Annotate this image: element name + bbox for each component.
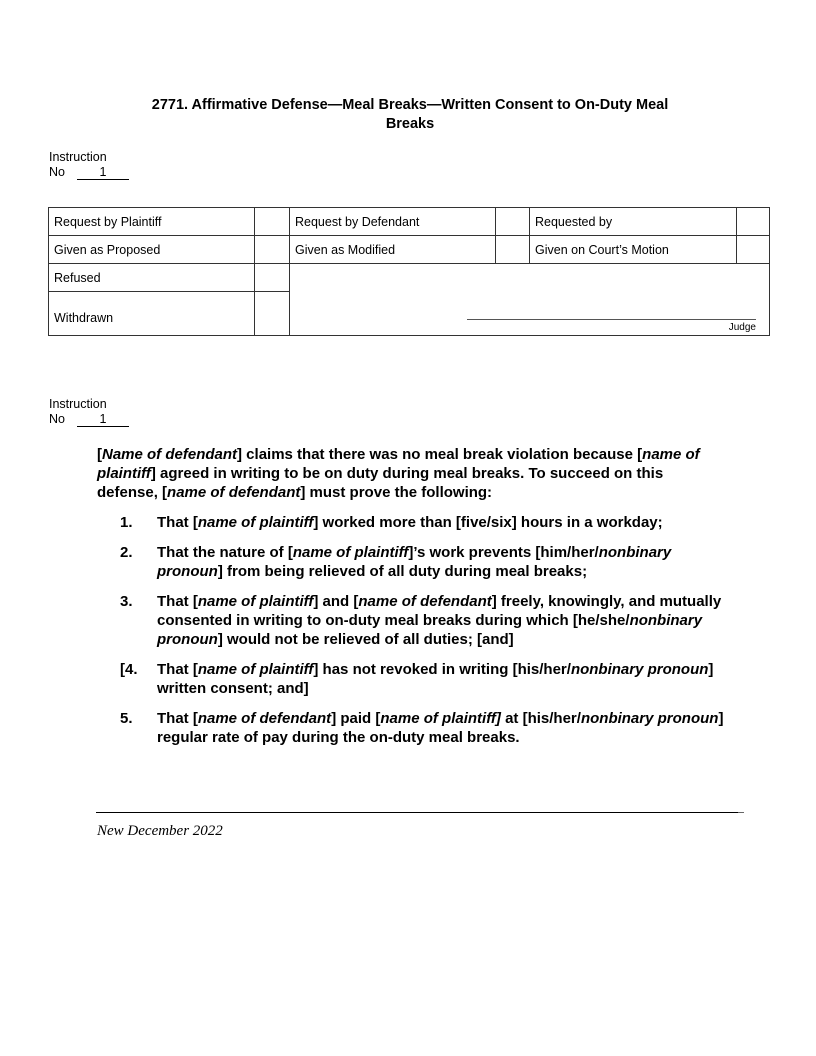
given-as-proposed-label: Given as Proposed xyxy=(49,236,255,264)
instruction-text: ] paid [ xyxy=(331,710,381,727)
revision-note: New December 2022 xyxy=(97,823,223,839)
placeholder-text: name of plaintiff xyxy=(197,593,314,610)
instruction-text: ] and [ xyxy=(313,593,359,610)
footer-divider-tick xyxy=(738,812,744,813)
instruction-number-block xyxy=(49,397,129,427)
instruction-body xyxy=(97,445,727,758)
placeholder-text: name of defendant xyxy=(167,484,301,501)
element-number: 2. xyxy=(120,544,133,561)
element-number: 5. xyxy=(120,710,133,727)
instruction-text: That [ xyxy=(157,710,198,727)
placeholder-text: nonbinary pronoun xyxy=(157,612,703,648)
judge-label: Judge xyxy=(728,322,756,333)
instruction-text: That [ xyxy=(157,593,198,610)
intro-paragraph xyxy=(97,445,727,502)
placeholder-text: Name of defendant xyxy=(102,446,238,463)
instruction-text: That [ xyxy=(157,514,198,531)
requested-by-label: Requested by xyxy=(530,208,737,236)
placeholder-text: nonbinary pronoun xyxy=(157,544,672,580)
element-number: 3. xyxy=(120,593,133,610)
instruction-label: Instruction xyxy=(49,150,107,164)
placeholder-text: nonbinary pronoun xyxy=(580,710,719,727)
judge-signature-line[interactable] xyxy=(467,319,756,320)
instruction-text: ] must prove the following: xyxy=(300,484,493,501)
instruction-no-label: No xyxy=(49,411,65,426)
given-as-proposed-box[interactable] xyxy=(255,236,290,264)
placeholder-text: name of defendant xyxy=(197,710,332,727)
elements-list xyxy=(97,513,727,747)
judge-signature-area xyxy=(290,264,770,336)
placeholder-text: name of defendant xyxy=(358,593,492,610)
instruction-number: 1 xyxy=(77,166,129,180)
instruction-text: ] agreed in writing to be on duty during meal breaks. To succeed on this defense, [ xyxy=(97,465,664,501)
page-title: 2771. Affirmative Defense—Meal Breaks—Written Consent to On-Duty Meal Breaks xyxy=(151,97,669,132)
element-number: 1. xyxy=(120,514,133,531)
request-by-defendant-label: Request by Defendant xyxy=(290,208,496,236)
instruction-text: That [ xyxy=(157,661,198,678)
element-item xyxy=(97,592,727,649)
given-on-courts-motion-box[interactable] xyxy=(737,236,770,264)
instruction-text: ] regular rate of pay during the on-duty meal breaks. xyxy=(157,710,724,746)
request-by-plaintiff-box[interactable] xyxy=(255,208,290,236)
element-item xyxy=(97,543,727,581)
placeholder-text: name of plaintiff] xyxy=(380,710,501,727)
instruction-text: [ xyxy=(97,446,102,463)
refused-label: Refused xyxy=(49,264,255,292)
requested-by-box[interactable] xyxy=(737,208,770,236)
instruction-text: ] claims that there was no meal break violation because [ xyxy=(237,446,643,463)
element-item xyxy=(97,709,727,747)
element-number: [4. xyxy=(120,661,138,678)
instruction-text: ]’s work prevents [him/her/ xyxy=(408,544,599,561)
placeholder-text: name of plaintiff xyxy=(292,544,409,561)
withdrawn-label: Withdrawn xyxy=(54,310,114,325)
instruction-text: ] worked more than [five/six] hours in a workday; xyxy=(313,514,663,531)
instruction-text: ] from being relieved of all duty during meal breaks; xyxy=(217,563,588,580)
given-on-courts-motion-label: Given on Court’s Motion xyxy=(530,236,737,264)
request-by-plaintiff-label: Request by Plaintiff xyxy=(49,208,255,236)
withdrawn-cell xyxy=(49,292,255,336)
given-as-modified-label: Given as Modified xyxy=(290,236,496,264)
instruction-label: Instruction xyxy=(49,397,107,411)
withdrawn-box[interactable] xyxy=(255,292,290,336)
instruction-number: 1 xyxy=(77,413,129,427)
footer-divider xyxy=(96,812,738,813)
instruction-text: ] freely, knowingly, and mutually consented in writing to on-duty meal breaks during which [he/she/ xyxy=(157,593,722,629)
instruction-text: ] would not be relieved of all duties; [and] xyxy=(217,631,514,648)
given-as-modified-box[interactable] xyxy=(496,236,530,264)
request-status-table xyxy=(48,207,770,336)
instruction-no-label: No xyxy=(49,164,65,179)
instruction-text: ] has not revoked in writing [his/her/ xyxy=(313,661,571,678)
request-by-defendant-box[interactable] xyxy=(496,208,530,236)
instruction-number-block xyxy=(49,150,129,180)
placeholder-text: name of plaintiff xyxy=(197,514,314,531)
instruction-text: ] written consent; and] xyxy=(157,661,714,697)
placeholder-text: nonbinary pronoun xyxy=(570,661,709,678)
placeholder-text: name of plaintiff xyxy=(197,661,314,678)
instruction-text: at [his/her/ xyxy=(500,710,581,727)
element-item xyxy=(97,513,727,532)
placeholder-text: name of plaintiff xyxy=(97,446,700,482)
element-item xyxy=(97,660,727,698)
refused-box[interactable] xyxy=(255,264,290,292)
instruction-text: That the nature of [ xyxy=(157,544,293,561)
